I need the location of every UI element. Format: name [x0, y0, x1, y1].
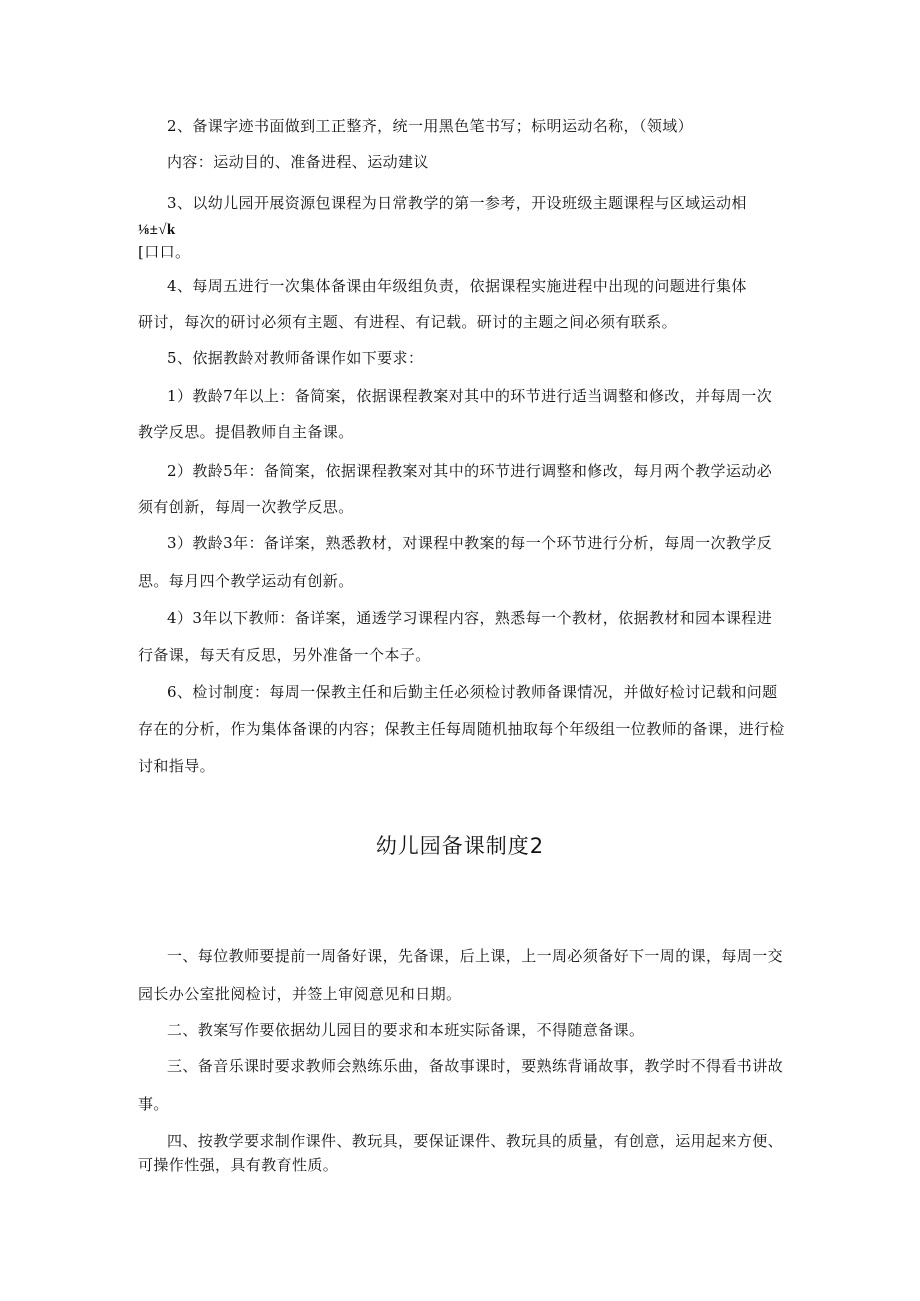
sub-2-line-1: 2）教龄5年：备简案，依据课程教案对其中的环节进行调整和修改，每月两个教学运动必: [167, 462, 773, 480]
sub-1-line-2: 教学反思。提倡教师自主备课。: [138, 423, 354, 441]
para-1-line-2: 园长办公室批阅检讨，并签上审阅意见和日期。: [138, 985, 462, 1003]
item-5-line-1: 5、依据教龄对教师备课作如下要求：: [167, 349, 424, 367]
para-3-line-2: 事。: [138, 1095, 169, 1113]
sub-3-line-2: 思。每月四个教学运动有创新。: [138, 572, 354, 590]
sub-3-line-1: 3）教龄3年：备详案，熟悉教材，对课程中教案的每一个环节进行分析，每周一次教学反: [167, 534, 773, 552]
para-2-line-1: 二、教案写作要依据幼儿园目的要求和本班实际备课，不得随意备课。: [167, 1021, 645, 1039]
sub-4-line-2: 行备课，每天有反思，另外准备一个本子。: [138, 646, 431, 664]
item-3-line-1: 3、以幼儿园开展资源包课程为日常教学的第一参考，开设班级主题课程与区域运动相: [167, 194, 747, 212]
para-1-line-1: 一、每位教师要提前一周备好课，先备课，后上课，上一周必须备好下一周的课，每周一交: [167, 947, 784, 965]
para-4-line-2: 可操作性强，具有教育性质。: [138, 1156, 339, 1174]
section-2-title: 幼儿园备课制度2: [375, 834, 545, 858]
item-3-garbled-text: ⅛±√k: [138, 222, 176, 238]
item-6-line-2: 存在的分析，作为集体备课的内容；保教主任每周随机抽取每个年级组一位教师的备课，进行检: [138, 720, 785, 738]
item-4-line-1: 4、每周五进行一次集体备课由年级组负责，依据课程实施进程中出现的问题进行集体: [167, 277, 747, 295]
sub-1-line-1: 1）教龄7年以上：备简案，依据课程教案对其中的环节进行适当调整和修改，并每周一次: [167, 387, 773, 405]
item-6-line-3: 讨和指导。: [138, 757, 216, 775]
sub-2-line-2: 须有创新，每周一次教学反思。: [138, 498, 354, 516]
sub-4-line-1: 4）3年以下教师：备详案，通透学习课程内容，熟悉每一个教材，依据教材和园本课程进: [167, 609, 773, 627]
item-4-line-2: 研讨，每次的研讨必须有主题、有进程、有记载。研讨的主题之间必须有联系。: [138, 313, 678, 331]
item-2-line-1: 2、备课字迹书面做到工正整齐，统一用黑色笔书写；标明运动名称，（领域）: [167, 117, 694, 135]
para-3-line-1: 三、备音乐课时要求教师会熟练乐曲，备故事课时，要熟练背诵故事，教学时不得看书讲故: [167, 1057, 784, 1075]
item-2-line-2: 内容：运动目的、准备进程、运动建议: [167, 153, 429, 171]
item-6-line-1: 6、检讨制度：每周一保教主任和后勤主任必须检讨教师备课情况，并做好检讨记载和问题: [167, 683, 778, 701]
item-3-line-3: [口口。: [138, 243, 191, 261]
para-4-line-1: 四、按教学要求制作课件、教玩具，要保证课件、教玩具的质量，有创意，运用起来方便、: [167, 1132, 784, 1150]
